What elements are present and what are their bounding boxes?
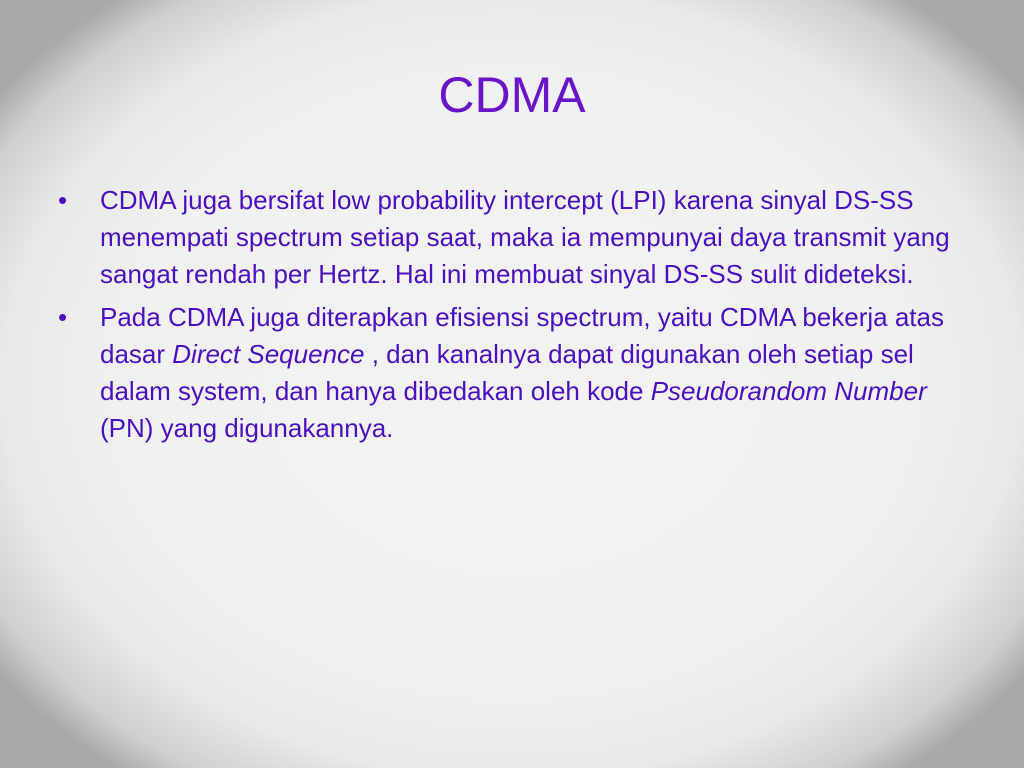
slide-title: CDMA: [438, 67, 586, 123]
pseudorandom-number-term: Pseudorandom Number: [650, 376, 927, 406]
bullet-text-part-3: (PN) yang digunakannya.: [100, 413, 394, 443]
bullet-text: CDMA juga bersifat low probability intercept (LPI) karena sinyal DS-SS menempati spectrum setiap saat, maka ia mempunyai daya transmit yang sangat rendah per Hertz. Hal ini membuat sinyal DS-SS sulit dideteksi.: [100, 185, 950, 289]
bullet-item-lpi: [58, 182, 968, 293]
bullet-dot-icon: •: [58, 185, 68, 215]
bullet-list: [58, 182, 968, 453]
direct-sequence-term: Direct Sequence: [172, 339, 365, 369]
bullet-text-part-2: , dan kanalnya dapat digunakan oleh setiap sel dalam system, dan hanya dibedakan oleh kode: [100, 339, 914, 406]
bullet-item-spectrum-efficiency: [58, 299, 968, 447]
bullet-dot-icon: •: [58, 302, 68, 332]
bullet-text-part-1: Pada CDMA juga diterapkan efisiensi spectrum, yaitu CDMA bekerja atas dasar: [100, 302, 944, 369]
